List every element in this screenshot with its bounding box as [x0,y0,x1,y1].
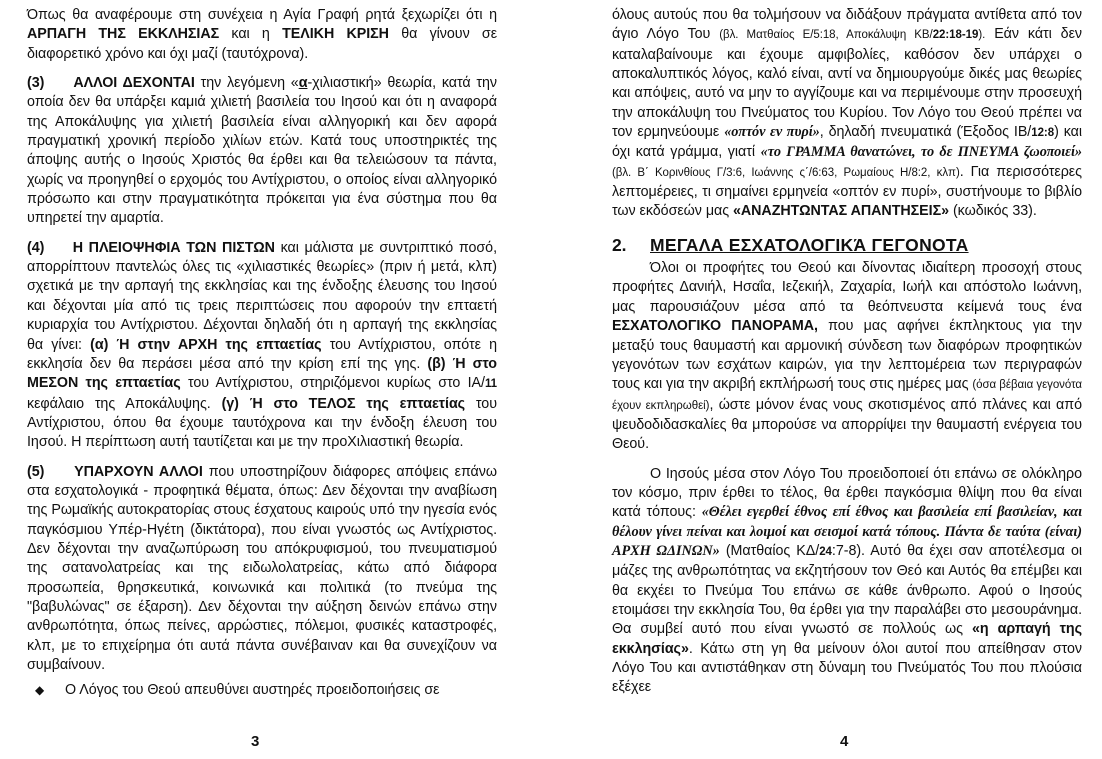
bold-term: (α) Ή στην ΑΡΧΗ της επταετίας [90,336,322,353]
underlined-prefix: α [298,75,308,92]
text: Εάν κάτι δεν καταλαβαίνουμε και έχουμε αμφιβολίες, καθόσον δεν υπάρχει ο αποκαλυπτικός λόγος, καλό είναι, αντί να δημιουργούμε δικές μας θεωρίες και απόψεις, αυτό να μην το αγγίζουμε και να περιμένουμε στην προσευχή την αποκάλυψη του Πνεύματος του Κυρίου. Τον Λόγο του Θεού πρέπει να τον ερμηνεύουμε [612,26,1083,141]
text: Όλοι οι προφήτες του Θεού και δίνοντας ιδιαίτερη προσοχή στους προφήτες Δανιήλ, Ησαΐα, Ιεζεκιήλ, Ζαχαρία, Ιωήλ και απόστολο Ιωάννη, μας παρουσιάζουν μέσα από τα θεόπνευστα κείμενά τους ένα [612,260,1082,315]
paragraph-4 [27,239,497,453]
bold-heading: Η ΠΛΕΙΟΨΗΦΙΑ ΤΩΝ ΠΙΣΤΩΝ [72,239,275,256]
verse-ref: ). [978,29,986,42]
verse-ref: 22:18-19 [932,29,979,42]
verse-ref: 11 [484,378,497,391]
text: την λεγόμενη « [194,75,299,92]
paragraph-3 [27,74,497,229]
diamond-bullet-icon: ◆ [35,683,45,698]
text: (Ματθαίος ΚΔ/ [719,542,820,559]
bold-heading: ΑΛΛΟΙ ΔΕΧΟΝΤΑΙ [73,75,195,92]
text: που υποστηρίζουν διάφορες απόψεις επάνω στα εσχατολογικά - προφητικά θέματα, όπως: Δεν δέχονται την αναβίωση της Ρωμαϊκής αυτοκρατορίας στους έσχατους καιρούς υπό την ηγεσία ενός παγκόσμιου Υπέρ-Ηγέτη (δικτάτορα), που είναι γνωστός ως Αντίχριστος. Δεν δέχονται την αναζωπύρωση του απόκρυφισμού, του πνευματισμού της σατανολατρείας και της ειδωλολατρείας, κάτω από διάφορα προσωπεία, θρησκευτικά, κοινωνικά και πολιτικά (το πνεύμα της "βαβυλώνας" σε έξαρση). Δεν δέχονται την αύξηση δεινών επάνω στην ανθρωπότητα, όπως πείνες, αρρώστιες, πόλεμοι, φυσικές καταστροφές, κλπ, με το επιχείρημα ότι αυτά πάντα συνέβαιναν και θα συνεχίζουν να συμβαίνουν. [27,463,497,673]
text: -χιλιαστική» θεωρία, κατά την οποία δεν θα υπάρξει καμιά χιλιετή βασιλεία του Ιησού και ότι η αναφορά της Αποκάλυψης για χιλιετή βασιλεία είναι αλληγορική και δεν αφορά πραγματική χρονική περίοδο χιλίων ετών. Κατά τους υποστηρικτές της άποψης αυτής ο Ιησούς Χριστός θα έρθει και θα τελειώσουν τα πάντα, χωρίς να προηγηθεί ο ερχομός του Αντίχριστου, ο οποίος είναι αλληγορικό πρόσωπο και στην πραγματικότητα πρόκειται για ένα σύστημα που θα υπηρετεί την αμαρτία. [27,75,498,227]
text: που μας αφήνει έκπληκτους για την μεταξύ τους θαυμαστή και αρμονική σύνδεση των διαφόρων προφητικών γεγονότων των εσχάτων καιρών, για την λεπτομέρεια των περιγραφών τους και για την ακριβή εκπλήρωσή τους στις ημέρες μας [612,318,1082,393]
text: του Αντίχριστου, στηριζόμενοι κυρίως στο ΙΑ/ [180,375,485,392]
text: όλους αυτούς που θα τολμήσουν να διδάξουν πράγματα αντίθετα από τον άγιο Λόγο Του [612,7,1082,43]
text: και μάλιστα με συντριπτικό ποσό, απορρίπτουν παντελώς όλες τις «χιλιαστικές θεωρίες» (πριν ή μετά, κλπ) σχετικά με την αρπαγή της εκκλησίας και της ένδοξης έλευσης του Ιησού και δέχονται μία από τις τρεις περιπτώσεις που αφορούν την επταετή κυριαρχία του Αντίχριστου. Δέχονται δηλαδή ότι η αρπαγή της εκκλησίας θα γίνει: [27,239,497,353]
bold-term: ΑΡΠΑΓΗ ΤΗΣ ΕΚΚΛΗΣΙΑΣ [27,26,220,43]
text: ) και όχι κατά γράμμα, γιατί [612,124,1083,161]
paragraph [612,6,1082,222]
text: του Αντίχριστου, οπότε η εκκλησία δεν θα περάσει μέσα από την κρίση επί της γης. [27,336,497,372]
bold-term: (β) Ή στο ΜΕΣΟΝ της επταετίας [27,355,497,392]
section-number: 2. [612,234,627,255]
section-heading [612,236,1082,255]
item-number: (3) [27,75,45,92]
bold-term: (γ) Ή στο ΤΕΛΟΣ της επταετίας [221,395,466,412]
right-page [612,6,1082,698]
text: . Κάτω στη γη θα μείνουν όλοι αυτοί που απείθησαν στον Λόγο Του και αντιστάθηκαν στη δύναμη του Πνεύματός Του που πλούσια εξέχεε [612,640,1082,696]
item-number: (5) [27,463,45,480]
paragraph [612,259,1082,454]
note: (όσα βέβαια γεγονότα έχουν εκπληρωθεί) [612,379,1082,412]
bullet-item [27,681,497,700]
text: θα γίνουν σε διαφορετικό χρόνο και όχι μαζί (ταυτόχρονα). [27,26,498,62]
bold-term: ΕΣΧΑΤΟΛΟΓΙΚΟ ΠΑΝΟΡΑΜΑ, [612,318,818,335]
text: . Για περισσότερες λεπτομέρειες, τι σημαίνει ερμηνεία «οπτόν εν πυρί», συστήνουμε το βιβλίο των εκδόσεών μας [612,163,1082,220]
paragraph [27,6,497,64]
paragraph-5 [27,463,497,676]
section-title: ΜΕΓΑΛΑ ΕΣΧΑΤΟΛΟΓΙΚΆ ΓΕΓΟΝΟΤΑ [650,234,969,255]
text: Ο Λόγος του Θεού απευθύνει αυστηρές προειδοποιήσεις σε [65,682,440,699]
book-title: «ΑΝΑΖΗΤΩΝΤΑΣ ΑΠΑΝΤΗΣΕΙΣ» [732,203,950,220]
left-page [27,6,497,701]
bold-term: ΤΕΛΙΚΗ ΚΡΙΣΗ [282,26,389,43]
quote: «το ΓΡΑΜΜΑ θανατώνει, το δε ΠΝΕΥΜΑ ζωοποιεί» [760,144,1082,161]
verse-ref: 12:8 [1031,127,1055,140]
text: :7-8). Αυτό θα έχει σαν αποτέλεσμα οι μάζες της ανθρωπότητας να εκζητήσουν τον Θεό και Αυτός θα επέμβει και θα εκχέει το Πνεύμα Του επάνω σε κάθε άνθρωπο. Αφού ο Ιησούς ετοιμάσει την εκκλησία Του, θα έρθει για την παραλάβει στο μεσουράνημα. Θα συμβεί αυτό που είναι γνωστό σε πολλούς ως [612,542,1082,638]
paragraph [612,465,1082,698]
text: Ο Ιησούς μέσα στον Λόγο Του προειδοποιεί ότι επάνω σε ολόκληρο τον κόσμο, πριν έρθει το τέλος, θα έρθει παγκόσμια θλίψη που θα είναι κατά τόπους: [612,465,1082,521]
verse-ref: 24 [819,545,832,558]
verse-ref: (βλ. Ματθαίος Ε/5:18, Αποκάλυψη ΚΒ/ [719,29,933,42]
text: (κωδικός 33). [949,203,1037,220]
text: Όπως θα αναφέρουμε στη συνέχεια η Αγία Γραφή ρητά ξεχωρίζει ότι η [27,7,497,23]
page-number: 3 [251,733,260,750]
text: του Αντίχριστου, όπου θα έχουμε ταυτόχρονα και την ένδοξη έλευση του Ιησού. Η περίπτωση αυτή ταυτίζεται και με την προΧιλιαστική θεωρία. [27,395,497,451]
text: κεφάλαιο της Αποκάλυψης. [27,395,222,412]
quote: «οπτόν εν πυρί» [724,124,820,141]
text: , δηλαδή πνευματικά (Έξοδος ΙΒ/ [819,124,1032,141]
bold-term: «η αρπαγή της εκκλησίας» [612,621,1082,657]
bold-heading: ΥΠΑΡΧΟΥΝ ΑΛΛΟΙ [74,463,203,480]
page-number: 4 [840,733,849,750]
item-number: (4) [27,239,45,256]
verse-ref: (βλ. Β΄ Κορινθίους Γ/3:6, Ιωάννης ς΄/6:63, Ρωμαίους Η/8:2, κλπ) [612,166,960,179]
text: και η [219,26,283,43]
quote: «Θέλει εγερθεί έθνος επί έθνος και βασιλεία επί βασιλείαν, και θέλουν γίνει πείναι και λοιμοί και σεισμοί κατά τόπους. Πάντα δε ταύτα (είναι) ΑΡΧΗ ΩΔΙΝΩΝ» [612,504,1082,559]
text: , ώστε μόνον ένας νους σκοτισμένος από πλάνες και από ψευδοδιδασκαλίες θα μπορούσε να απορρίψει την θαυμαστή ενέργεια του Θεού. [612,396,1082,453]
